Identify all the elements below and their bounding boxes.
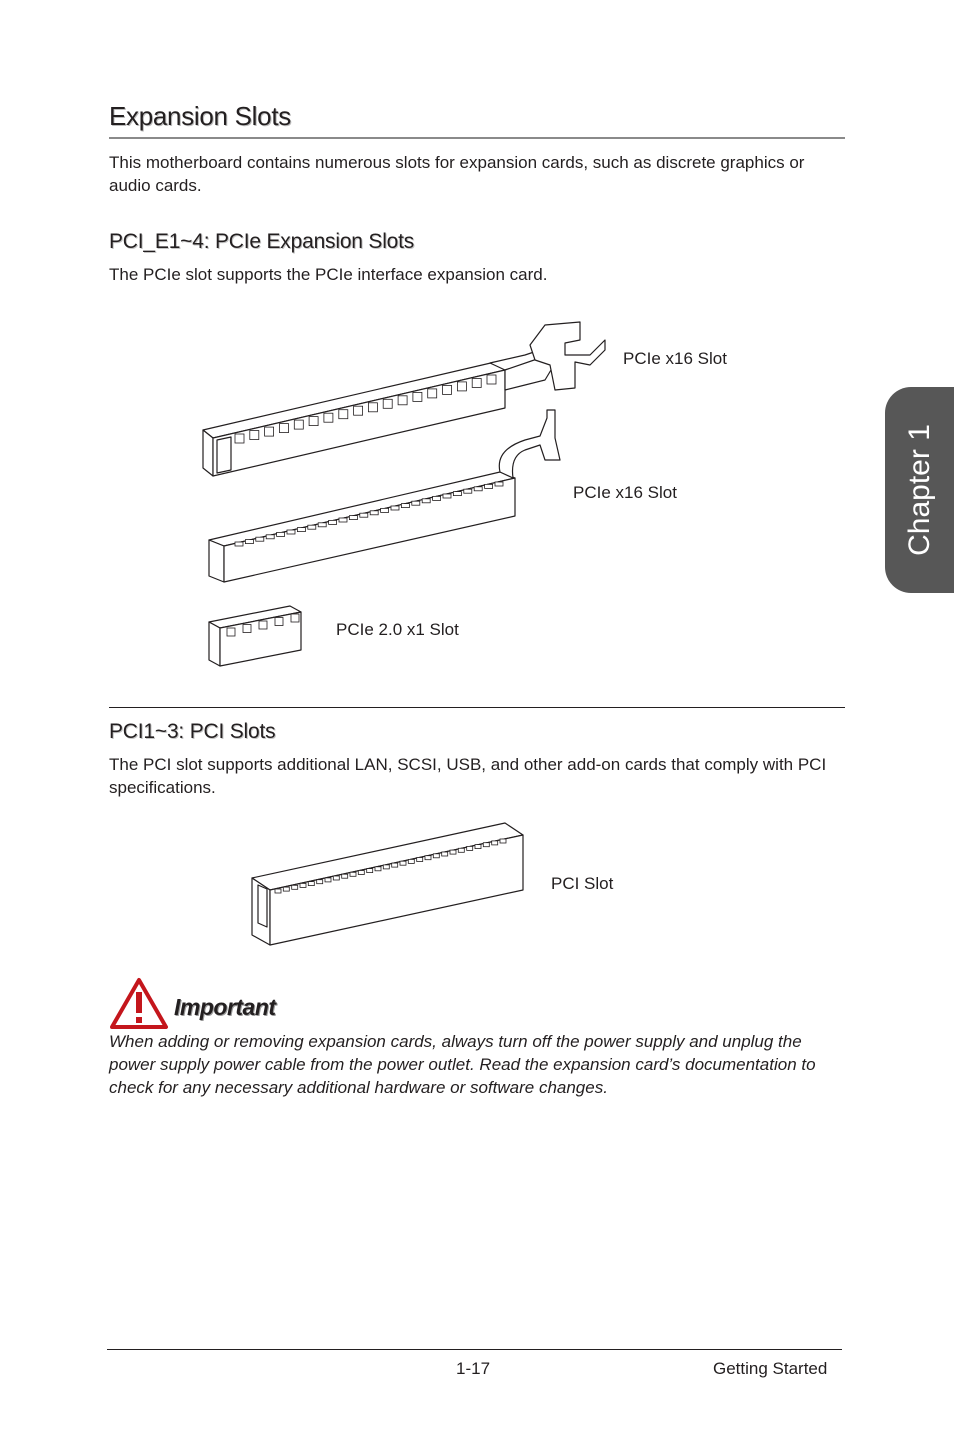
slot-contact — [259, 621, 267, 629]
slot-contact — [391, 506, 399, 510]
slot-contact — [287, 530, 295, 534]
slot-contact — [325, 878, 331, 882]
slot-contact — [487, 375, 496, 384]
slot-contact — [317, 880, 323, 884]
slot-contact — [283, 887, 289, 891]
slot-contact — [474, 487, 482, 491]
slot-contact — [443, 385, 452, 394]
slot-contact — [292, 885, 298, 889]
slot-contact — [375, 867, 381, 871]
slot-contact — [349, 516, 357, 520]
footer-section: Getting Started — [713, 1359, 828, 1378]
pcie-x1-slot-drawing — [209, 606, 301, 666]
slot-contact — [370, 511, 378, 515]
page-title: Expansion Slots — [109, 101, 291, 131]
pci-slot-label: PCI Slot — [551, 874, 614, 893]
slot-contact — [250, 431, 259, 440]
slot-contact — [350, 872, 356, 876]
slot-contact — [408, 859, 414, 863]
slot-contact — [413, 392, 422, 401]
slot-contact — [339, 410, 348, 419]
slot-contact — [256, 537, 264, 541]
pci-section-description: The PCI slot supports additional LAN, SCSI, USB, and other add-on cards that comply with PCI specifications. — [109, 755, 827, 797]
pcie-section-heading: PCI_E1~4: PCIe Expansion Slots — [109, 230, 415, 253]
slot-contact — [324, 413, 333, 422]
slot-contact — [443, 494, 451, 498]
slot-contact — [297, 528, 305, 532]
slot-contact — [291, 614, 299, 622]
slot-contact — [475, 845, 481, 849]
slot-contact — [342, 874, 348, 878]
slot-contact — [392, 863, 398, 867]
slot-contact — [400, 861, 406, 865]
slot-contact — [243, 625, 251, 633]
warning-triangle-icon — [109, 977, 169, 1031]
slot-contact — [467, 846, 473, 850]
slot-contact — [464, 489, 472, 493]
slot-contact — [235, 434, 244, 443]
slot-contact — [308, 525, 316, 529]
pcie-section-description: The PCIe slot supports the PCIe interface expansion card. — [109, 265, 548, 284]
important-text: When adding or removing expansion cards, always turn off the power supply and unplug the power supply power cable from the power outlet. Read the expansion card’s documentation to check for any necessary additional hardware or software changes. — [109, 1032, 816, 1097]
slot-contact — [308, 882, 314, 886]
slot-contact — [412, 501, 420, 505]
slot-contact — [265, 427, 274, 436]
slot-contact — [472, 379, 481, 388]
slot-contact — [417, 858, 423, 862]
pcie-x16-slot-1-label: PCIe x16 Slot — [623, 349, 727, 368]
slot-contact — [453, 492, 461, 496]
pcie-x16-slot-2-label: PCIe x16 Slot — [573, 483, 677, 502]
slot-contact — [358, 871, 364, 875]
slot-contact — [277, 532, 285, 536]
intro-text: This motherboard contains numerous slots for expansion cards, such as discrete graphics or audio cards. — [109, 153, 805, 195]
footer-rule — [107, 1349, 842, 1350]
slot-contact — [368, 403, 377, 412]
pcie-x1-slot-label: PCIe 2.0 x1 Slot — [336, 620, 459, 639]
slot-contact — [483, 843, 489, 847]
slot-contact — [339, 518, 347, 522]
pci-slot-illustration — [245, 815, 535, 950]
slot-contact — [309, 417, 318, 426]
slot-contact — [500, 839, 506, 843]
important-title: Important — [174, 994, 276, 1020]
slot-contact — [275, 889, 281, 893]
slot-contact — [280, 424, 289, 433]
slot-contact — [266, 535, 274, 539]
slot-contact — [495, 482, 503, 486]
slot-contact — [383, 865, 389, 869]
slot-contact — [433, 496, 441, 500]
title-rule — [109, 137, 845, 139]
section-divider — [109, 707, 845, 708]
slot-contact — [333, 876, 339, 880]
slot-contact — [401, 504, 409, 508]
slot-contact — [458, 848, 464, 852]
slot-contact — [245, 540, 253, 544]
slot-contact — [294, 420, 303, 429]
chapter-tab[interactable] — [885, 387, 954, 593]
slot-contact — [425, 856, 431, 860]
chapter-tab-label: Chapter 1 — [903, 424, 936, 556]
slot-contact — [450, 850, 456, 854]
slot-contact — [383, 399, 392, 408]
slot-contact — [381, 508, 389, 512]
slot-contact — [360, 513, 368, 517]
slot-contact — [422, 499, 430, 503]
slot-contact — [492, 841, 498, 845]
slot-contact — [275, 618, 283, 626]
slot-contact — [235, 542, 243, 546]
footer-page-number: 1-17 — [456, 1359, 491, 1378]
slot-contact — [318, 523, 326, 527]
slot-contact — [300, 883, 306, 887]
slot-contact — [367, 869, 373, 873]
slot-contact — [457, 382, 466, 391]
slot-contact — [442, 852, 448, 856]
slot-contact — [329, 520, 337, 524]
slot-contact — [398, 396, 407, 405]
pci-section-heading: PCI1~3: PCI Slots — [109, 720, 276, 743]
slot-contact — [433, 854, 439, 858]
slot-contact — [227, 628, 235, 636]
slot-contact — [428, 389, 437, 398]
slot-contact — [485, 484, 493, 488]
slot-contact — [354, 406, 363, 415]
